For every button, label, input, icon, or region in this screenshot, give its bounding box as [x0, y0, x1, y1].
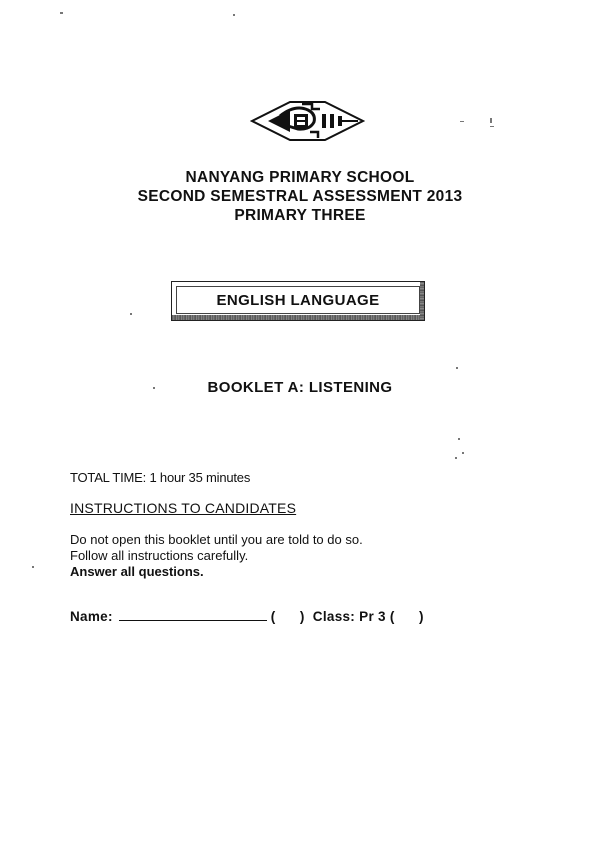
subject-box-shadow — [172, 315, 424, 320]
scan-speck — [455, 457, 457, 459]
school-logo-icon — [250, 96, 365, 146]
subject-box-shadow-right — [420, 282, 424, 320]
subject-box — [171, 281, 425, 321]
instruction-line: Do not open this booklet until you are told to do so. — [70, 532, 363, 547]
scan-speck — [130, 313, 132, 315]
booklet-title: BOOKLET A: LISTENING — [207, 379, 393, 396]
register-paren-open: ( — [270, 609, 276, 624]
assessment-title: SECOND SEMESTRAL ASSESSMENT 2013 — [137, 188, 463, 205]
scan-speck — [456, 367, 458, 369]
scan-speck — [60, 12, 63, 14]
subject-title: ENGLISH LANGUAGE — [176, 286, 420, 314]
instruction-emphasis: Answer all questions. — [70, 564, 204, 579]
school-name: NANYANG PRIMARY SCHOOL — [185, 169, 415, 186]
scan-speck — [32, 566, 34, 568]
school-header — [0, 168, 600, 225]
class-label: Class: Pr 3 ( — [312, 609, 395, 624]
scan-speck — [490, 118, 492, 123]
scan-speck — [462, 452, 464, 454]
scan-speck — [490, 126, 494, 127]
candidate-details — [70, 608, 424, 624]
register-paren-close: ) — [299, 609, 305, 624]
scan-speck — [460, 121, 464, 122]
instruction-line: Follow all instructions carefully. — [70, 548, 249, 563]
name-label: Name: — [70, 609, 113, 624]
instructions-heading: INSTRUCTIONS TO CANDIDATES — [70, 500, 297, 516]
instructions-list — [70, 532, 363, 580]
class-paren-close: ) — [419, 609, 424, 624]
scan-speck — [458, 438, 460, 440]
level-title: PRIMARY THREE — [234, 207, 366, 224]
scan-speck — [153, 387, 155, 389]
total-time: TOTAL TIME: 1 hour 35 minutes — [70, 470, 251, 485]
scan-speck — [233, 14, 235, 16]
name-blank[interactable] — [119, 608, 267, 621]
